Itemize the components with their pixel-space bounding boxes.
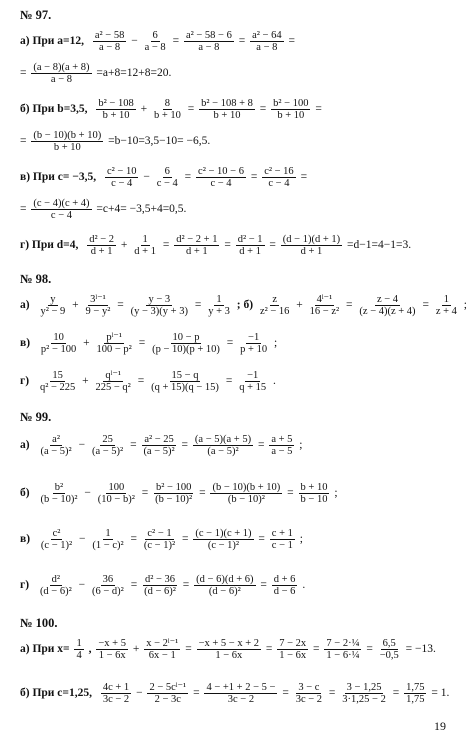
solution-line: а) $\frac{y}{\text{y² − 9}}$ + $\frac{\text{3ˡ⁻¹}}{\text{9 − y²}}$ = $\frac{y - 3}{(y - 3)(y + 3)}$ = $\frac{1}{y + 3}$ ; б) $\frac{z}{\text{z² − 16}}$ + $\frac{\text{4ˡ⁻¹}}{\text{16 − z²}}$ = $\frac{z - 4}{(z - 4)(z + 4)}$ = $\frac{1}{z + 4}$ ;: [20, 294, 467, 318]
solution-line: а) При x= $\frac{1}{4}$ , $\frac{-x + 5}{1 - 6x}$ + $\frac{\text{x − 2ˡ⁻¹}}{6x - 1}$ = $\frac{-x + 5 - x + 2}{1 - 6x}$ = $\frac{7 - 2x}{1 - 6x}$ = $\frac{\text{7 − 2·¼}}{\text{1 − 6·¼}}$ = $\frac{6,5}{-0,5}$ = −13.: [20, 638, 436, 662]
solution-line: г) $\frac{\text{d²}}{\text{(d − 6)²}}$ − $\frac{36}{\text{(6 − d)²}}$ = $\frac{\text{d² − 36}}{\text{(d − 6)²}}$ = $\frac{(d - 6)(d + 6)}{\text{(d − 6)²}}$ = $\frac{d + 6}{d - 6}$ .: [20, 574, 306, 598]
problem-header: № 100.: [20, 616, 58, 630]
solution-line: б) $\frac{\text{b²}}{\text{(b − 10)²}}$ − $\frac{100}{\text{(10 − b)²}}$ = $\frac{\text{b² − 100}}{\text{(b − 10)²}}$ = $\frac{(b - 10)(b + 10)}{\text{(b − 10)²}}$ = $\frac{b + 10}{b - 10}$ ;: [20, 482, 338, 506]
solution-line: = $\frac{(b - 10)(b + 10)}{b + 10}$ =b−10=3,5−10= −6,5.: [20, 130, 211, 154]
solution-line: = $\frac{(a - 8)(a + 8)}{a - 8}$ =a+8=12+8=20.: [20, 62, 172, 86]
fraction: $\frac{\text{a² − 64}}{a - 8}$: [252, 30, 282, 54]
problem-header: № 99.: [20, 410, 52, 424]
fraction: $\frac{(a - 8)(a + 8)}{a - 8}$: [33, 62, 90, 86]
problem-header: № 97.: [20, 8, 52, 22]
fraction: $\frac{\text{a² − 58}}{a - 8}$: [94, 30, 125, 54]
solution-line: б) При c=1,25, $\frac{4c + 1}{3c - 2}$ − $\frac{\text{2 − 5cˡ⁻¹}}{2 - 3c}$ = $\frac{4 - +1 + 2 - 5 -}{3c - 2}$ = $\frac{3 - c}{3c - 2}$ = $\frac{3 - 1,25}{3\cdot 1,25 - 2}$ = $\frac{1,75}{1,75}$ = 1.: [20, 682, 450, 706]
solution-line: а) $\frac{\text{a²}}{\text{(a − 5)²}}$ − $\frac{25}{\text{(a − 5)²}}$ = $\frac{\text{a² − 25}}{\text{(a − 5)²}}$ = $\frac{(a - 5)(a + 5)}{\text{(a − 5)²}}$ = $\frac{a + 5}{a - 5}$ ;: [20, 434, 303, 458]
solution-line: б) При b=3,5, $\frac{\text{b² − 108}}{b + 10}$ + $\frac{8}{b + 10}$ = $\frac{\text{b² − 108 + 8}}{b + 10}$ = $\frac{\text{b² − 100}}{b + 10}$ =: [20, 98, 322, 122]
solution-line: г) При d=4, $\frac{\text{d² − 2}}{d + 1}$ + $\frac{1}{d + 1}$ = $\frac{\text{d² − 2 + 1}}{d + 1}$ = $\frac{\text{d² − 1}}{d + 1}$ = $\frac{(d - 1)(d + 1)}{d + 1}$ =d−1=4−1=3.: [20, 234, 412, 258]
problem-header: № 98.: [20, 272, 52, 286]
fraction: $\frac{\text{a² − 58 − 6}}{a - 8}$: [185, 30, 232, 54]
fraction: $\frac{6}{a - 8}$: [144, 30, 166, 54]
solution-line: а) При a=12, $\frac{\text{a² − 58}}{a - 8}$ − $\frac{6}{a - 8}$ = $\frac{\text{a² − 58 − 6}}{a - 8}$ = $\frac{\text{a² − 64}}{a - 8}$ =: [20, 30, 295, 54]
solution-line: = $\frac{(c - 4)(c + 4)}{c - 4}$ =c+4= −3,5+4=0,5.: [20, 198, 187, 222]
solution-line: в) $\frac{\text{c²}}{\text{(c − 1)²}}$ − $\frac{1}{\text{(1 − c)²}}$ = $\frac{\text{c² − 1}}{\text{(c − 1)²}}$ = $\frac{(c - 1)(c + 1)}{\text{(c − 1)²}}$ = $\frac{c + 1}{c - 1}$ ;: [20, 528, 303, 552]
solution-line: в) При c= −3,5, $\frac{\text{c² − 10}}{c - 4}$ − $\frac{6}{c - 4}$ = $\frac{\text{c² − 10 − 6}}{c - 4}$ = $\frac{\text{c² − 16}}{c - 4}$ =: [20, 166, 308, 190]
solution-line: г) $\frac{15}{\text{q² − 225}}$ + $\frac{\text{qˡ⁻¹}}{\text{225 − q²}}$ = $\frac{15 - q}{(q + 15)(q - 15)}$ = $\frac{-1}{q + 15}$ .: [20, 370, 276, 394]
page-number: 19: [434, 719, 446, 733]
line-label: а) При a=12,: [20, 35, 84, 48]
solution-line: в) $\frac{10}{\text{p² − 100}}$ + $\frac{\text{pˡ⁻¹}}{\text{100 − p²}}$ = $\frac{10 - p}{(p - 10)(p + 10)}$ = $\frac{-1}{p + 10}$ ;: [20, 332, 278, 356]
